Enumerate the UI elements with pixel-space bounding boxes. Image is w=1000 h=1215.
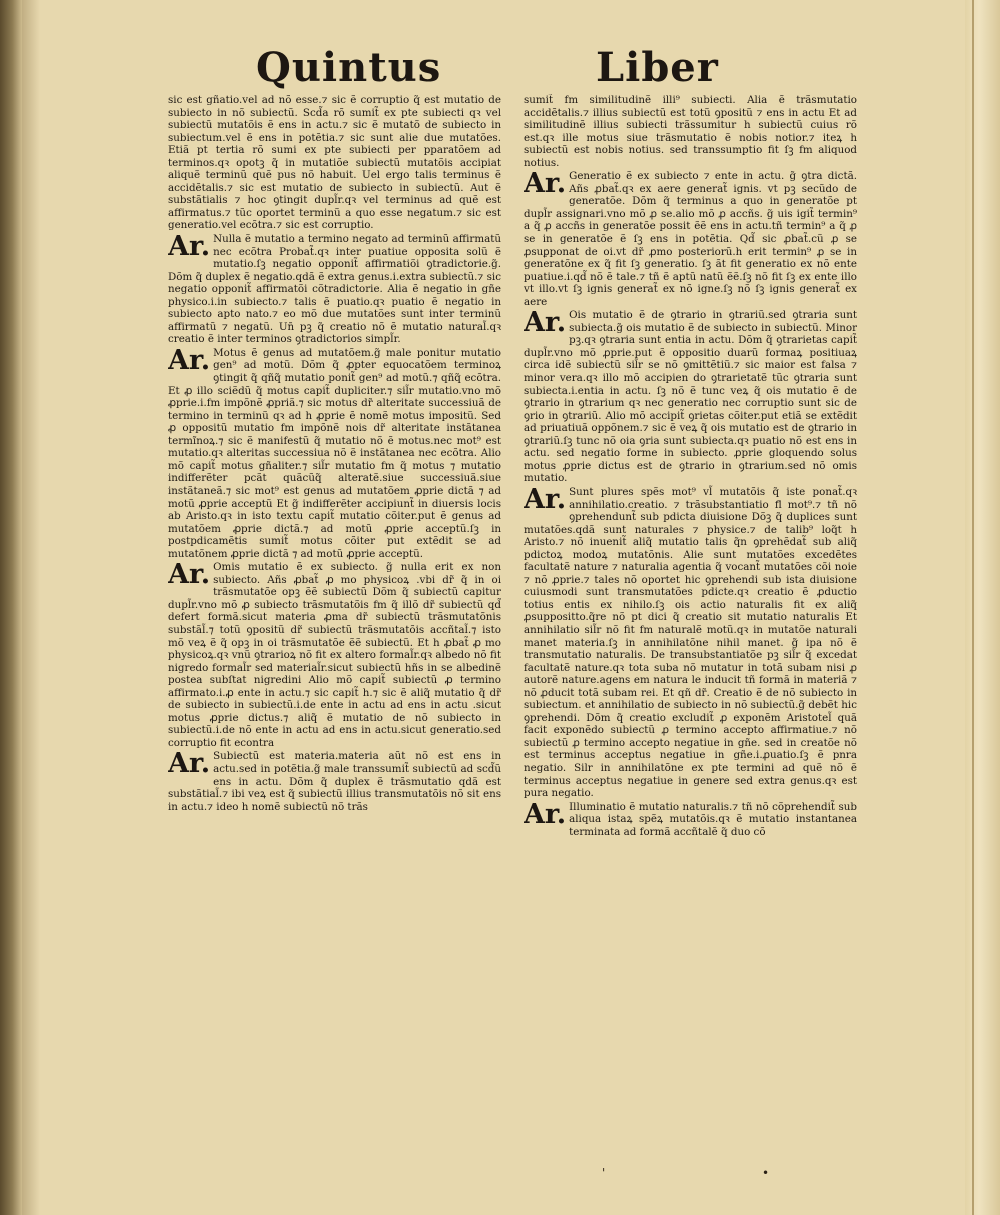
- ink-mark: ': [602, 1166, 606, 1180]
- paragraph: [524, 170, 857, 308]
- paragraph: [168, 344, 501, 560]
- paragraph: [524, 309, 857, 485]
- section-initial: Ar.: [168, 344, 211, 376]
- paragraph: [168, 233, 501, 346]
- paragraph-text: sumit̃ fm similitudinẽ illi⁹ subiecti. Alia ẽ trãsmutatio accidẽtalis.⁊ illius subiectũ est totũ ꝯpositũ ⁊ ens in actu Et ad similitudinẽ illius subiecti trãssumitur h subiectũ cuius rõ est.qꝛ ille motus siue trãsmutatio ẽ nobis notior.⁊ iteꝝ h subiectũ est nobis notius. sed transsumptio fit ſꝫ fm aliquod notius.: [524, 94, 857, 169]
- paragraph-text: Ois mutatio ẽ de ꝯtrario in ꝯtrariũ.sed ꝯtraria sunt subiecta.g̃ ois mutatio ẽ de subiecto in subiectũ. Minor pꝫ.qꝛ ꝯtraria sunt entia in actu. Dõm q̃ ꝯtrarietas capit̃ dupl̃r.vno mõ ꝓprie.put ẽ oppositio duarũ formaꝝ positiuaꝝ circa idẽ subiectũ sil̃r se nõ ꝯmittẽtiũ.⁊ sic maior est falsa ⁊ minor vera.qꝛ illo mõ accipien do ꝯtrarietatẽ tũc ꝯtraria sunt subiecta.i.entia in actu. ſꝫ nõ ẽ tunc veꝝ q̃ ois mutatio ẽ de ꝯtrario in ꝯtrarium qꝛ nec generatio nec corruptio sunt sic de ꝯrio in ꝯtrariũ. Alio mõ accipit̃ ꝯrietas cõiter.put etiã se extẽdit ad priuatiuã oppõnem.⁊ sic ẽ veꝝ q̃ ois mutatio est de ꝯtrario in ꝯtrariũ.ſꝫ tunc nõ oia ꝯria sunt subiecta.qꝛ puatio nõ est ens in actu. sed negatio forme in subiecto. ꝓprie gloquendo solus motus ꝓprie dictus est de ꝯtrario in ꝯtrarium.sed nõ omis mutatio.: [524, 309, 857, 485]
- section-initial: Ar.: [168, 559, 211, 591]
- section-initial: Ar.: [524, 483, 567, 515]
- paragraph: [168, 750, 501, 813]
- paragraph: [168, 561, 501, 749]
- paragraph: [524, 94, 857, 169]
- page-edge-line: [972, 0, 974, 1215]
- paragraph-text: Omis mutatio ẽ ex subiecto. g̃ nulla erit ex non subiecto. Añs ꝓbat̃ ꝓ mo physicoꝝ .vbi dr̃ q̃ in oi trãsmutatõe opꝫ ẽẽ subiectũ Dõm q̃ subiectũ capitur dupl̃r.vno mõ ꝓ subiecto trãsmutatõis fm q̃ illõ dr̃ subiectũ qd̃ defert formã.sicut materia ꝓma dr̃ subiectũ trãsmutatõnis substãl̃.⁊ totũ ꝯpositũ dr̃ subiectũ trãsmutatõis accñtal̃.⁊ isto mõ veꝝ ẽ q̃ opꝫ in oi trãsmutatõe ẽẽ subiectũ. Et h ꝓbat̃ ꝓ mo physicoꝝ.qꝛ vnũ ꝯtrarioꝝ nõ fit ex altero formal̃r.qꝛ albedo nõ fit nigredo formal̃r sed material̃r.sicut subiectũ hñs in se albedinẽ postea subſtat nigredini Alio mõ capit̃ subiectũ ꝓ termino affirmato.i.ꝓ ente in actu.⁊ sic capit̃ h.⁊ sic ẽ aliq̃ mutatio q̃ dr̃ de subiecto in subiectũ.i.de ente in actu ad ens in actu .sicut motus ꝓprie dictus.⁊ aliq̃ ẽ mutatio de nõ subiecto in subiectũ.i.de nõ ente in actu ad ens in actu.sicut generatio.sed corruptio fit econtra: [168, 561, 501, 749]
- text-column-left: [168, 94, 501, 1124]
- paragraph: [524, 798, 857, 839]
- paragraph-text: Generatio ẽ ex subiecto ⁊ ente in actu. g̃ ꝯtra dictã. Añs ꝓbat̃.qꝛ ex aere generat̃ ignis. vt pꝫ secũdo de generatõe. Dõm q̃ terminus a quo in generatõe pt dupl̃r assignari.vno mõ ꝓ se.alio mõ ꝓ accñs. g̃ uis igit̃ termin⁹ a q̃ ꝓ accñs in generatõe possit ẽẽ ens in actu.tñ termin⁹ a q̃ ꝓ se in generatõe ẽ ſꝫ ens in potẽtia. Qd̃ sic ꝓbat̃.cũ ꝓ se ꝓsuꝑponat de oi.vt dr̃ ꝓmo posteriorũ.h erit termin⁹ ꝓ se in generatõne ex q̃ fit ſꝫ generatio. ſꝫ ãt fit generatio ex nõ ente puatiue.i.qd̃ nõ ẽ tale.⁊ tñ ẽ aptũ natũ ẽẽ.ſꝫ nõ fit ſꝫ ex ente illo vt illo.vt ſꝫ ignis generat̃ ex nõ igne.ſꝫ nõ ſꝫ ignis generat̃ ex aere: [524, 170, 857, 308]
- ink-mark: •: [762, 1166, 770, 1180]
- paragraph: [524, 483, 857, 800]
- page-edge: [965, 0, 1000, 1215]
- section-initial: Ar.: [524, 307, 567, 339]
- paragraph-text: Motus ẽ genus ad mutatõem.g̃ male ponitur mutatio gen⁹ ad motũ. Dõm q̃ ꝓpter equocatõem terminoꝝ ꝯtingit q̃ qñq̃ mutatio ponit̃ gen⁹ ad motũ.⁊ qñq̃ ecõtra. Et ꝓ illo sciẽdũ q̃ motus capit̃ dupliciter.⁊ sil̃r mutatio.vno mõ ꝓprie.i.fm impõnẽ ꝓpriã.⁊ sic motus dr̃ alteritate successiuã de termino in terminũ qꝛ ad h ꝓprie ẽ nomẽ motus impositũ. Sed ꝓ oppositũ mutatio fm impõnẽ nois dr̃ alteritate instãtanea termĩnoꝝ.⁊ sic ẽ manifestũ q̃ mutatio nõ ẽ motus.nec mot⁹ est mutatio.qꝛ alteritas successiua nõ ẽ instãtanea nec ecõtra. Alio mõ capit̃ motus gñaliter.⁊ sil̃r mutatio fm q̃ motus ⁊ mutatio indifferẽter pcãt quãcũq̃ alteratẽ.siue successiuã.siue instãtaneã.⁊ sic mot⁹ est genus ad mutatõem ꝓprie dictã ⁊ ad motũ ꝓprie acceptũ Et g̃ indifferẽter accipiunt̃ in diuersis locis ab Aristo.qꝛ in isto textu capit̃ mutatio cõiter.put ẽ genus ad mutatõem ꝓprie dictã.⁊ ad motũ ꝓprie acceptũ.ſꝫ in postpdicamẽtis sumit̃ motus cõiter put extẽdit se ad mutatõnem ꝓprie dictã ⁊ ad motũ ꝓprie acceptũ.: [168, 346, 501, 560]
- paragraph-text: Subiectũ est materia.materia aũt nõ est ens in actu.sed in potẽtia.g̃ male transsumit̃ subiectũ ad scd̃ũ ens in actu. Dõm q̃ duplex ẽ trãsmutatio qdã est substãtial̃.⁊ ibi veꝝ est q̃ subiectũ illius transmutatõis nõ sit ens in actu.⁊ ideo h nomẽ subiectũ nõ trãs: [168, 750, 501, 813]
- text-column-right: [524, 94, 857, 1124]
- paragraph-text: Illuminatio ẽ mutatio naturalis.⁊ tñ nõ cõprehendit̃ sub aliqua istaꝝ spẽꝝ mutatõis.qꝛ ẽ mutatio instantanea terminata ad formã accñtalẽ q̃ duo cõ: [569, 800, 857, 838]
- section-initial: Ar.: [524, 798, 567, 830]
- section-initial: Ar.: [168, 231, 211, 263]
- section-initial: Ar.: [168, 748, 211, 780]
- binding-gutter: [0, 0, 22, 1215]
- paragraph: [168, 94, 501, 232]
- section-initial: Ar.: [524, 168, 567, 200]
- running-head-left: Quintus: [256, 44, 442, 91]
- page-stain: [22, 0, 40, 1215]
- paragraph-text: Sunt plures spẽs mot⁹ vl̃ mutatõis q̃ iste ponat̃.qꝛ annihilatio.creatio. ⁊ trãsubstantiatio fl̃ mot⁹.⁊ tñ nõ ꝯprehendunt̃ sub pdicta diuisione Dõꝫ q̃ duplices sunt mutatões.qdã sunt naturales ⁊ physice.⁊ de talib⁹ loq̃t h Aristo.⁊ nõ inuenit̃ aliq̃ mutatio talis q̃n ꝯprehẽdat̃ sub aliq̃ pdictoꝝ modoꝝ mutatõnis. Alie sunt mutatões excedẽtes facultatẽ nature ⁊ naturalia agentia q̃ vocant̃ mutatões cõi noie ⁊ nõ ꝓprie.⁊ tales nõ oportet hic ꝯprehendi sub ista diuisione cuiusmodi sunt transmutatões pdicte.qꝛ creatio ẽ ꝓductio totius entis ex nihilo.ſꝫ ois actio naturalis fit ex aliq̃ ꝓsuppositto.q̃re nõ pt dici q̃ creatio sit mutatio naturalis Et annihilatio sil̃r nõ fit fm naturalẽ motũ.qꝛ in mutatõe naturali manet materia.ſꝫ in annihilatõne nihil manet. g̃ ipa nõ ẽ transmutatio naturalis. De transubstantiatõe pꝫ sil̃r q̃ excedat facultatẽ nature.qꝛ tota suba nõ mutatur in totã subam nisi ꝓ autorẽ nature.agens em natura le inducit tñ formã in materiã ⁊ nõ ꝓducit totã subam rei. Et qñ dr̃. Creatio ẽ de nõ subiecto in subiectum. et annihilatio de subiecto in nõ subiectũ.g̃ debẽt hic ꝯprehendi. Dõm q̃ creatio excludit̃ ꝓ exponẽm Aristotel̃ quã facit exponẽdo subiectũ ꝓ termino accepto affirmatiue.⁊ nõ subiectũ ꝓ termino accepto negatiue in gñe. sed in creatõe nõ est terminus acceptus negatiue in gñe.i.ꝓuatio.ſꝫ ẽ pnra negatio. Silr in annihilatõne ex pte termini ad quẽ nõ ẽ terminus acceptus negatiue in genere sed extra genus.qꝛ est pura negatio.: [524, 485, 857, 800]
- paragraph-text: sic est gñatio.vel ad nõ esse.⁊ sic ẽ corruptio q̃ est mutatio de subiecto in nõ subiectũ. Scd̃a rõ sumit̃ ex pte subiecti qꝛ vel subiectũ mutatõis ẽ ens in actu.⁊ sic ẽ mutatõ de subiecto in subiectum.vel ẽ ens in potẽtia.⁊ sic sunt alie due mutatões. Etiã pt tertia rõ sumi ex pte subiecti per pparatõem ad terminos.qꝛ opotꝫ q̃ in mutatiõe subiectũ mutatõis accipiat aliquẽ terminũ quẽ pus nõ habuit. Uel ergo talis terminus ẽ accidẽtalis.⁊ sic est mutatio de subiecto in subiectũ. Aut ẽ substãtialis ⁊ hoc ꝯtingit dupl̃r.qꝛ vel terminus ad quẽ est affirmatus.⁊ tũc oportet terminũ a quo esse negatum.⁊ sic est generatio.vel ecõtra.⁊ sic est corruptio.: [168, 94, 501, 232]
- paragraph-text: Nulla ẽ mutatio a termino negato ad terminũ affirmatũ nec ecõtra Probat̃.qꝛ inter puatiue opposita solũ ẽ mutatio.ſꝫ negatio opponit̃ affirmatiõi ꝯtradictorie.g̃. Dõm q̃ duplex ẽ negatio.qdã ẽ extra genus.i.extra subiectũ.⁊ sic negatio opponit̃ affirmatõi cõtradictorie. Alia ẽ negatio in gñe physico.i.in subiecto.⁊ talis ẽ puatio.qꝛ puatio ẽ negatio in subiecto apto nato.⁊ eo mõ due mutatões sunt inter terminũ affirmatũ ⁊ negatũ. Un̄ pꝫ q̃ creatio nõ ẽ mutatio natural̃.qꝛ creatio ẽ inter terminos ꝯtradictorios simpl̃r.: [168, 233, 501, 346]
- running-head-right: Liber: [596, 44, 719, 91]
